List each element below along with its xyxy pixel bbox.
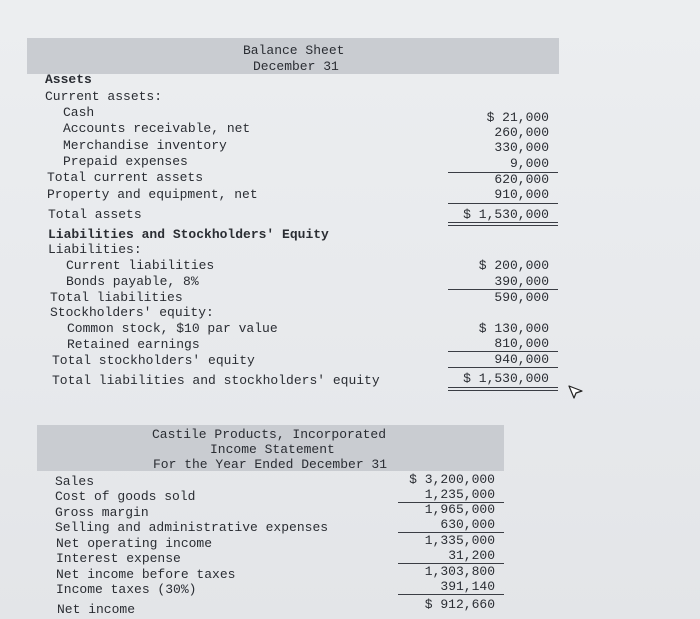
double-underline-total-le-2 — [448, 390, 558, 391]
row-value-total-stockholders-equity: 940,000 — [494, 352, 549, 367]
is-value-selling-admin: 630,000 — [440, 517, 495, 532]
balance-sheet-date: December 31 — [253, 59, 339, 74]
row-label-common-stock: Common stock, $10 par value — [67, 321, 278, 336]
row-value-bonds-payable: 390,000 — [494, 274, 549, 289]
row-label-total-liabilities-equity: Total liabilities and stockholders' equity — [52, 373, 380, 388]
row-value-merchandise-inventory: 330,000 — [494, 140, 549, 155]
row-value-cash: $ 21,000 — [486, 110, 549, 125]
row-value-property-equipment: 910,000 — [494, 187, 549, 202]
double-underline-total-assets-1 — [448, 222, 558, 223]
is-value-net-income: $ 912,660 — [424, 597, 495, 612]
double-underline-total-le-1 — [448, 387, 558, 388]
row-label-retained-earnings: Retained earnings — [67, 337, 200, 352]
is-value-sales: $ 3,200,000 — [409, 472, 495, 487]
is-value-gross-margin: 1,965,000 — [424, 502, 495, 517]
row-label-current-liabilities: Current liabilities — [66, 258, 215, 273]
is-label-income-taxes: Income taxes (30%) — [56, 582, 197, 597]
underline-total-equity — [448, 367, 558, 368]
underline-property — [448, 203, 558, 204]
row-value-common-stock: $ 130,000 — [478, 321, 549, 336]
row-value-total-current-assets: 620,000 — [494, 172, 549, 187]
income-statement-title: Income Statement — [210, 442, 335, 457]
is-label-interest-expense: Interest expense — [56, 551, 181, 566]
row-value-total-liabilities: 590,000 — [494, 290, 549, 305]
row-label-total-assets: Total assets — [48, 207, 142, 222]
row-value-total-assets: $ 1,530,000 — [463, 207, 549, 222]
row-value-accounts-receivable: 260,000 — [494, 125, 549, 140]
current-assets-label: Current assets: — [45, 89, 163, 104]
row-label-total-liabilities: Total liabilities — [50, 290, 183, 305]
row-label-prepaid-expenses: Prepaid expenses — [63, 154, 188, 169]
double-underline-total-assets-2 — [448, 225, 558, 226]
is-label-selling-admin: Selling and administrative expenses — [55, 520, 329, 535]
row-label-merchandise-inventory: Merchandise inventory — [63, 138, 227, 153]
is-label-cogs: Cost of goods sold — [55, 489, 196, 504]
row-value-retained-earnings: 810,000 — [494, 336, 549, 351]
assets-heading: Assets — [45, 72, 92, 87]
row-value-total-liabilities-equity: $ 1,530,000 — [463, 371, 549, 386]
liabilities-equity-heading: Liabilities and Stockholders' Equity — [48, 227, 329, 242]
is-value-cogs: 1,235,000 — [424, 487, 495, 502]
row-label-accounts-receivable: Accounts receivable, net — [63, 121, 251, 136]
row-value-prepaid-expenses: 9,000 — [509, 156, 549, 171]
underline-income-taxes — [398, 594, 504, 595]
is-label-gross-margin: Gross margin — [55, 505, 149, 520]
is-label-sales: Sales — [55, 474, 95, 489]
is-value-net-operating-income: 1,335,000 — [424, 533, 495, 548]
row-label-total-current-assets: Total current assets — [47, 170, 204, 185]
row-label-property-equipment: Property and equipment, net — [47, 187, 258, 202]
row-label-bonds-payable: Bonds payable, 8% — [66, 274, 199, 289]
liabilities-label: Liabilities: — [48, 242, 142, 257]
row-value-current-liabilities: $ 200,000 — [478, 258, 549, 273]
is-value-interest-expense: 31,200 — [448, 548, 495, 563]
stockholders-equity-label: Stockholders' equity: — [50, 305, 214, 320]
is-label-net-income: Net income — [57, 602, 136, 617]
is-label-net-income-before-taxes: Net income before taxes — [56, 567, 236, 582]
income-period: For the Year Ended December 31 — [153, 457, 388, 472]
is-value-net-income-before-taxes: 1,303,800 — [424, 564, 495, 579]
row-label-cash: Cash — [63, 105, 95, 120]
balance-sheet-title: Balance Sheet — [243, 43, 345, 58]
is-value-income-taxes: 391,140 — [440, 579, 495, 594]
row-label-total-stockholders-equity: Total stockholders' equity — [52, 353, 255, 368]
is-label-net-operating-income: Net operating income — [56, 536, 213, 551]
income-company-name: Castile Products, Incorporated — [152, 427, 387, 442]
